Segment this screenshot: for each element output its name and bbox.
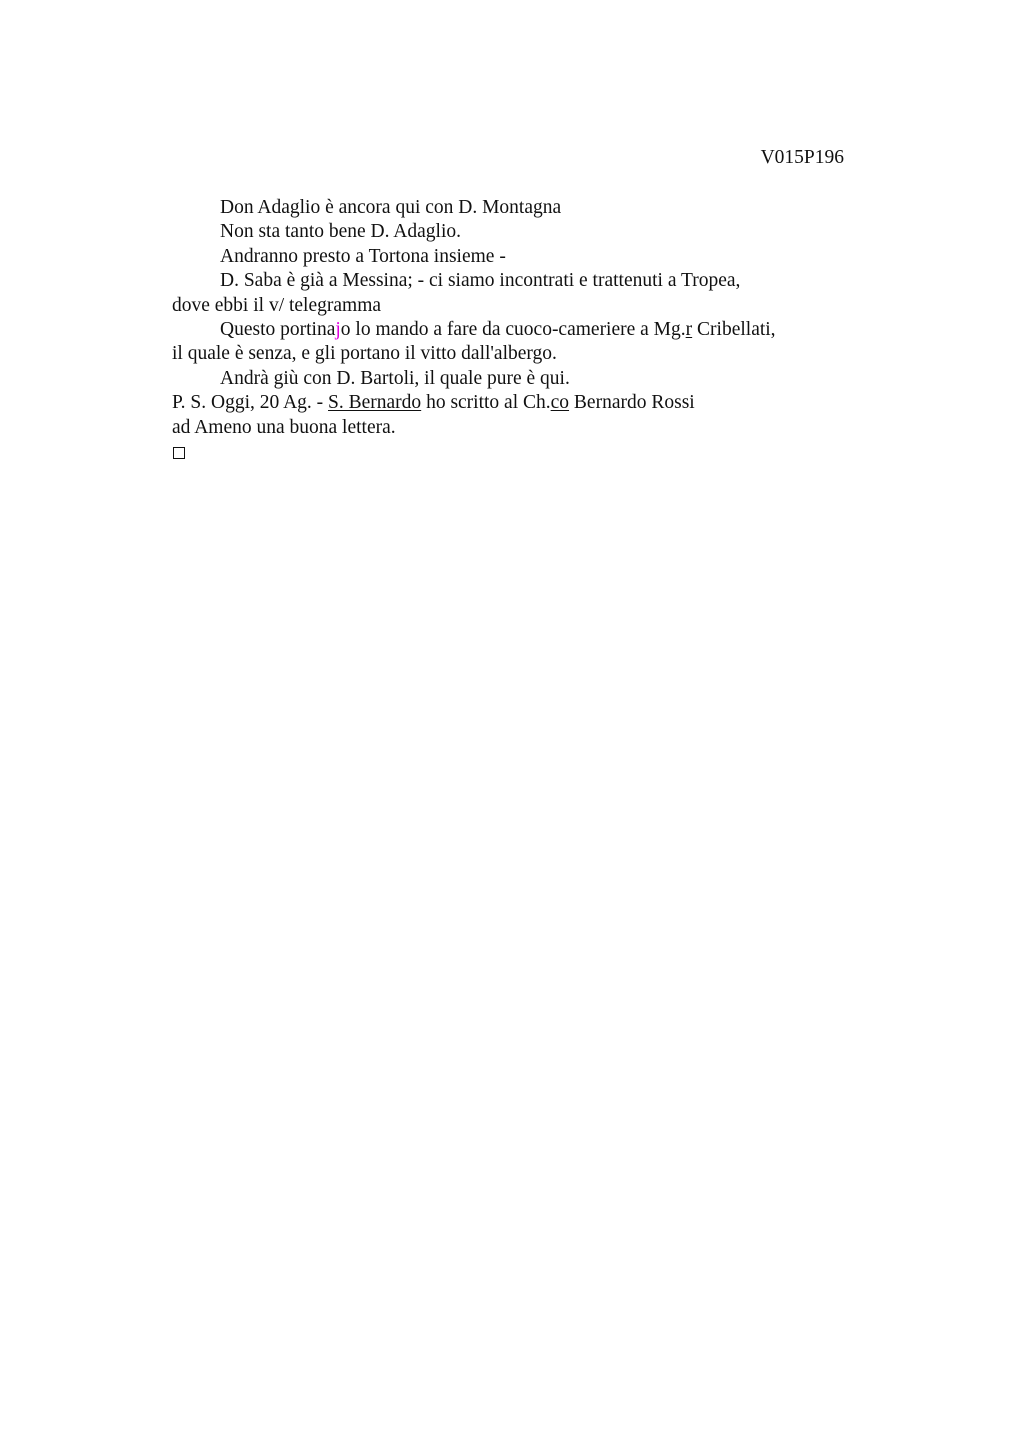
text-line: dove ebbi il v/ telegramma xyxy=(172,294,382,316)
letter-text xyxy=(172,196,862,464)
page-id: V015P196 xyxy=(760,147,844,168)
end-marker-line xyxy=(172,440,862,464)
text-line: Andranno presto a Tortona insieme - xyxy=(220,245,506,267)
text-segment: ho scritto al Ch. xyxy=(421,392,551,414)
text-segment: o lo mando a fare da cuoco-cameriere a Mg. xyxy=(340,318,686,340)
text-line: Don Adaglio è ancora qui con D. Montagna xyxy=(220,197,562,218)
text-line xyxy=(172,318,862,342)
text-segment: Questo portina xyxy=(220,318,336,340)
text-line: Andrà giù con D. Bartoli, il quale pure è qui. xyxy=(220,367,570,389)
underlined-superscript: r xyxy=(685,318,693,340)
highlighted-letter: j xyxy=(335,318,341,340)
underlined-name: S. Bernardo xyxy=(328,392,422,414)
underlined-superscript: co xyxy=(550,392,570,414)
text-line: D. Saba è già a Messina; - ci siamo incontrati e trattenuti a Tropea, xyxy=(220,270,741,292)
text-segment: Bernardo Rossi xyxy=(569,392,695,414)
text-segment: P. S. Oggi, 20 Ag. - xyxy=(172,392,329,414)
end-of-text-box-icon xyxy=(173,447,185,459)
text-segment: Cribellati, xyxy=(692,318,776,340)
text-line: il quale è senza, e gli portano il vitto dall'albergo. xyxy=(172,343,557,365)
text-line: Non sta tanto bene D. Adaglio. xyxy=(220,221,461,243)
text-line: ad Ameno una buona lettera. xyxy=(172,416,396,438)
text-line xyxy=(172,391,862,415)
